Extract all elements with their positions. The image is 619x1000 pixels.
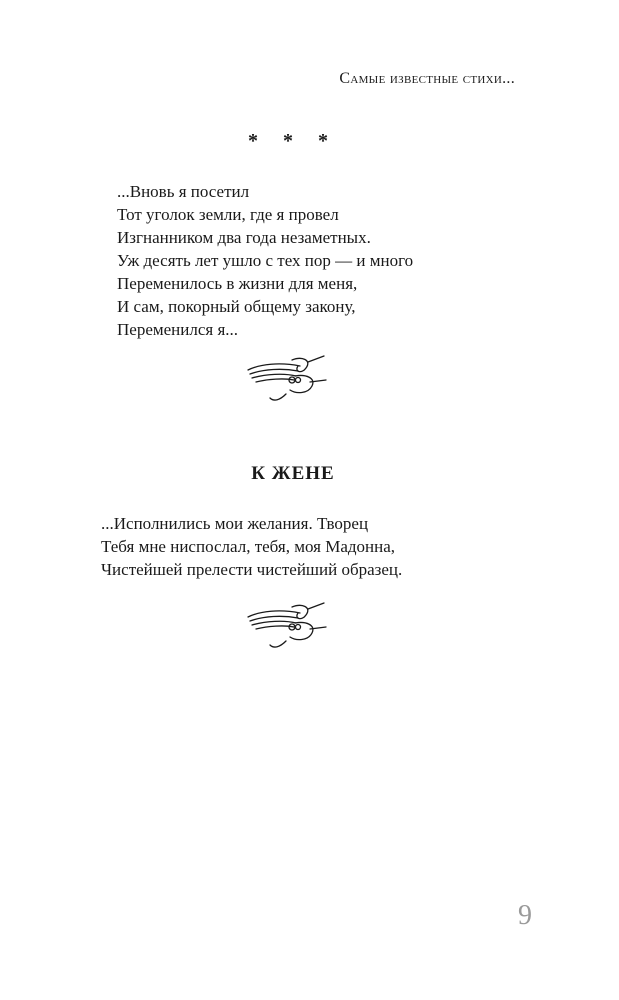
poem-line: И сам, покорный общему закону, bbox=[117, 297, 356, 316]
asterism-heading: * * * bbox=[248, 130, 338, 152]
quill-ornament-icon bbox=[240, 597, 332, 653]
poem-line: Уж десять лет ушло с тех пор — и много bbox=[117, 251, 414, 270]
poem-line: ...Вновь я посетил bbox=[117, 182, 250, 201]
poem-stanza bbox=[117, 180, 413, 341]
poem-line: Тот уголок земли, где я провел bbox=[117, 205, 339, 224]
poem-stanza bbox=[101, 512, 402, 581]
page-number: 9 bbox=[518, 900, 532, 931]
running-header: Самые известные стихи... bbox=[339, 70, 515, 87]
poem-line: Тебя мне ниспослал, тебя, моя Мадонна, bbox=[101, 537, 396, 556]
quill-ornament-icon bbox=[240, 350, 332, 406]
poem-line: Переменилось в жизни для меня, bbox=[117, 274, 358, 293]
poem-line: Чистейшей прелести чистейший образец. bbox=[101, 560, 403, 579]
poem-line: ...Исполнились мои желания. Творец bbox=[101, 514, 369, 533]
poem-line: Изгнанником два года незаметных. bbox=[117, 228, 371, 247]
poem-title: К ЖЕНЕ bbox=[251, 463, 335, 484]
poem-line: Переменился я... bbox=[117, 320, 239, 339]
